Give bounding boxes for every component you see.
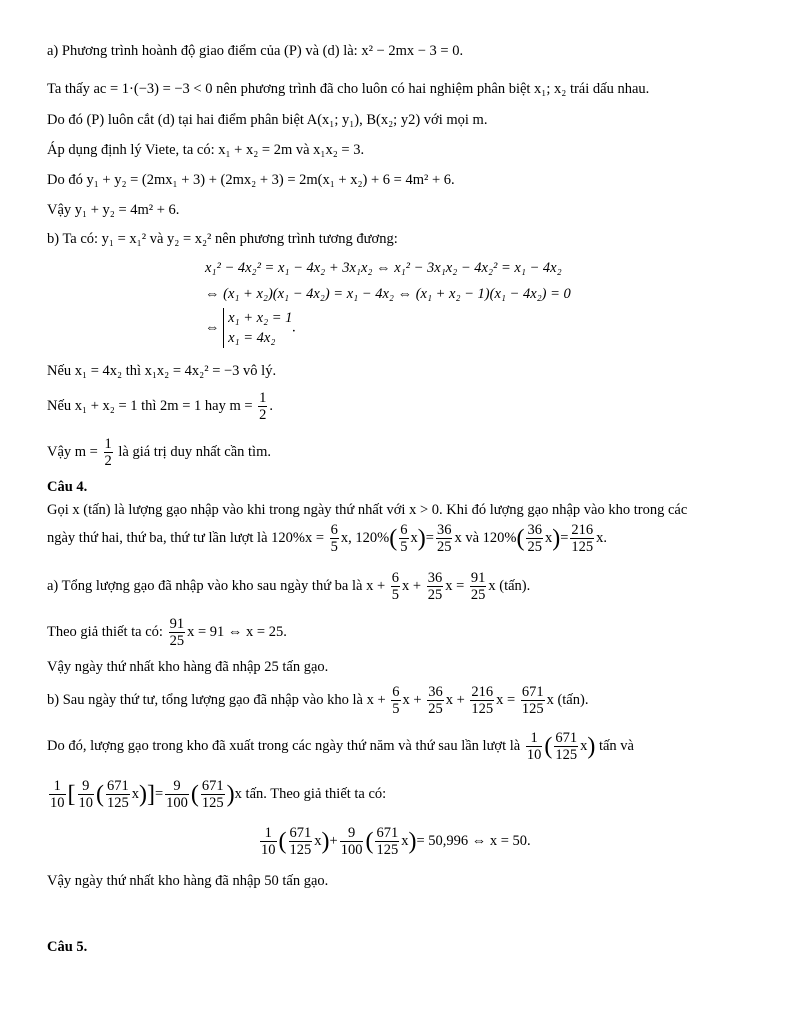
system-line-1: x₁ + x₂ = 1 [228, 310, 293, 326]
part-a-line-3: Do đó (P) luôn cắt (d) tại hai điểm phân biệt A(x₁; y₁), B(x₂; y2) với mọi m. [47, 112, 488, 128]
denominator: 10 [261, 842, 276, 858]
text: x = [496, 691, 516, 708]
fraction-6-5 [391, 684, 400, 717]
fraction-6-5 [391, 570, 400, 603]
numerator: 1 [104, 436, 112, 452]
denominator: 125 [471, 701, 494, 717]
denominator: 5 [392, 701, 400, 717]
numerator: 9 [340, 825, 364, 842]
denominator: 25 [428, 701, 443, 717]
denominator: 5 [391, 587, 400, 603]
numerator: 6 [400, 522, 408, 538]
fraction-36-25 [427, 570, 444, 603]
numerator: 1 [260, 825, 277, 842]
denominator: 25 [470, 587, 486, 603]
denominator: 125 [571, 539, 594, 555]
text: x và 120% [454, 529, 517, 546]
numerator: 1 [259, 390, 267, 406]
numerator: 671 [376, 825, 399, 841]
numerator: 671 [289, 825, 312, 841]
fraction-36-25 [526, 522, 543, 555]
numerator: 36 [427, 570, 443, 586]
fraction-9-10 [78, 778, 95, 811]
denominator: 125 [555, 747, 578, 763]
numerator: 9 [165, 778, 189, 795]
part-a-line-2: Ta thấy ac = 1·(−3) = −3 < 0 nên phương trình đã cho luôn có hai nghiệm phân biệt x₁; x₂ trái dấu nhau. [47, 81, 650, 97]
text: x [131, 785, 139, 802]
text: = [560, 529, 569, 546]
fraction-91-25 [169, 616, 186, 649]
question-4-conclusion-a: Vậy ngày thứ nhất kho hàng đã nhập 25 tấn gạo. [47, 659, 329, 675]
denominator: 125 [107, 795, 129, 811]
text: = [154, 785, 164, 802]
part-a-line-4: Áp dụng định lý Viete, ta có: x₁ + x₂ = 2m và x₁x₂ = 3. [47, 142, 365, 158]
fraction-671-125 [375, 825, 399, 858]
question-4-conclusion-b: Vậy ngày thứ nhất kho hàng đã nhập 50 tấn gạo. [47, 873, 329, 889]
denominator: 10 [526, 747, 542, 763]
part-a-line-1: a) Phương trình hoành độ giao điểm của (P) và (d) là: x² − 2mx − 3 = 0. [47, 43, 464, 59]
fraction-9-100 [340, 825, 364, 858]
fraction-9-100 [165, 778, 189, 811]
part-a-line-5: Do đó y₁ + y₂ = (2mx₁ + 3) + (2mx₂ + 3) = 2m(x₁ + x₂) + 6 = 4m² + 6. [47, 172, 455, 188]
equation-2: ⇔ (x₁ + x₂)(x₁ − 4x₂) = x₁ − 4x₂ ⇔ (x₁ + x₂ − 1)(x₁ − 4x₂) = 0 [205, 286, 571, 302]
equivalence-symbol: ⇔ [205, 319, 220, 336]
fraction-671-125 [289, 825, 313, 858]
numerator: 6 [391, 570, 400, 586]
question-4-part-b [47, 684, 588, 717]
question-4-line-1: Gọi x (tấn) là lượng gạo nhập vào khi trong ngày thứ nhất với x > 0. Khi đó lượng gạo nhập vào kho trong các [47, 502, 688, 518]
denominator: 2 [259, 407, 267, 423]
case-1-line: Nếu x₁ = 4x₂ thì x₁x₂ = 4x₂² = −3 vô lý. [47, 363, 277, 379]
question-4-hypothesis [47, 616, 287, 649]
denominator: 5 [330, 539, 338, 555]
denominator: 2 [104, 453, 112, 469]
denominator: 10 [50, 795, 65, 811]
question-4-heading: Câu 4. [47, 479, 88, 495]
equation-3 [205, 308, 296, 348]
numerator: 91 [470, 570, 486, 586]
numerator: 36 [428, 684, 443, 700]
fraction-1-10 [526, 730, 543, 763]
conclusion-suffix: là giá trị duy nhất cần tìm. [118, 443, 271, 460]
denominator: 10 [78, 795, 93, 811]
equation-final: $\frac{1}{10}$ ( $\frac{671}{125}$ x)+ $\frac{9}{100}$ ( $\frac{671}{125}$ x)= 50,996 ⇔ x = 50. [261, 825, 531, 858]
text: Do đó, lượng gạo trong kho đã xuất trong các ngày thứ năm và thứ sau lần lượt là [47, 737, 521, 754]
fraction-6-5 [330, 522, 339, 555]
denominator: 25 [169, 633, 185, 649]
denominator: 125 [201, 795, 224, 811]
numerator: 671 [201, 778, 224, 794]
conclusion-line [47, 436, 271, 469]
question-4-line-2: ngày thứ hai, thứ ba, thứ tư lần lượt là 120%x = $\frac{6}{5}$ x, 120%( $\frac{6}{5}$ x)= $\frac{36}{25}$ x và 120%( $\frac{36}{25}$ x)= $\frac{216}{125}$ x. [47, 522, 608, 555]
numerator: 6 [392, 684, 400, 700]
fraction-216-125 [570, 522, 594, 555]
fraction-one-half [104, 436, 113, 469]
equation-1: x₁² − 4x₂² = x₁ − 4x₂ + 3x₁x₂ ⇔ x₁² − 3x₁x₂ − 4x₂² = x₁ − 4x₂ [205, 260, 562, 276]
text: x [410, 529, 418, 546]
text: x. [596, 529, 608, 546]
numerator: 671 [107, 778, 129, 794]
fraction-1-10 [49, 778, 66, 811]
fraction-671-125 [106, 778, 130, 811]
numerator: 36 [527, 522, 542, 538]
numerator: 6 [330, 522, 338, 538]
denominator: 25 [427, 587, 443, 603]
text: x + [402, 691, 422, 708]
question-5-heading: Câu 5. [47, 939, 88, 955]
case-2-line [47, 390, 273, 423]
text: = [425, 529, 434, 546]
text: x [401, 832, 409, 849]
denominator: 25 [436, 539, 452, 555]
text: x, 120% [340, 529, 390, 546]
denominator: 125 [376, 842, 399, 858]
question-4-export-line-2: $\frac{1}{10}$ [ $\frac{9}{10}$ ( $\frac{671}{125}$ x)]= $\frac{9}{100}$ ( $\frac{671}{125}$ )x tấn. Theo giả thiết ta có: [50, 778, 387, 811]
denominator: 25 [527, 539, 542, 555]
fraction-36-25 [427, 684, 444, 717]
denominator: 100 [166, 795, 188, 811]
numerator: 9 [78, 778, 95, 795]
text: x + [445, 691, 465, 708]
numerator: 671 [521, 684, 544, 700]
part-a-line-6: Vậy y₁ + y₂ = 4m² + 6. [47, 202, 180, 218]
part-b-line-1: b) Ta có: y₁ = x₁² và y₂ = x₂² nên phương trình tương đương: [47, 231, 398, 247]
text: x [544, 529, 553, 546]
fraction-216-125 [470, 684, 494, 717]
denominator: 125 [289, 842, 312, 858]
text: x = [445, 577, 465, 594]
text: x [580, 737, 588, 754]
text: x (tấn). [488, 577, 531, 594]
question-4-part-a [47, 570, 530, 603]
period: . [269, 397, 274, 414]
fraction-1-10 [260, 825, 277, 858]
denominator: 5 [400, 539, 408, 555]
numerator: 36 [436, 522, 452, 538]
fraction-671-125 [201, 778, 225, 811]
text: b) Sau ngày thứ tư, tổng lượng gạo đã nhập vào kho là x + [47, 691, 386, 708]
text: = 50,996 ⇔ x = 50. [416, 832, 531, 849]
text: tấn và [598, 737, 634, 754]
numerator: 1 [526, 730, 543, 747]
text: x [314, 832, 322, 849]
text: a) Tổng lượng gạo đã nhập vào kho sau ngày thứ ba là x + [47, 577, 386, 594]
text: x (tấn). [546, 691, 589, 708]
text: + [329, 832, 338, 849]
text: ngày thứ hai, thứ ba, thứ tư lần lượt là 120%x = [47, 529, 325, 546]
conclusion-prefix: Vậy m = [47, 443, 98, 460]
fraction-6-5 [399, 522, 408, 555]
fraction-36-25 [436, 522, 453, 555]
denominator: 125 [521, 701, 544, 717]
text: x + [402, 577, 422, 594]
fraction-one-half [258, 390, 267, 423]
system-line-2: x₁ = 4x₂ [228, 330, 276, 346]
numerator: 216 [571, 522, 594, 538]
text: x = 91 ⇔ x = 25. [187, 623, 287, 640]
numerator: 91 [169, 616, 185, 632]
text: Theo giả thiết ta có: [47, 623, 163, 640]
question-4-export-line: Do đó, lượng gạo trong kho đã xuất trong các ngày thứ năm và thứ sau lần lượt là $\frac{1}{10}$ ( $\frac{671}{125}$ x) tấn và [47, 730, 634, 763]
numerator: 216 [471, 684, 494, 700]
numerator: 1 [49, 778, 66, 795]
fraction-671-125 [554, 730, 578, 763]
equation-system [223, 308, 292, 348]
fraction-671-125 [521, 684, 545, 717]
period: . [292, 319, 297, 336]
case-2-text: Nếu x₁ + x₂ = 1 thì 2m = 1 hay m = [47, 397, 253, 414]
fraction-91-25 [470, 570, 487, 603]
numerator: 671 [555, 730, 578, 746]
denominator: 100 [340, 842, 363, 858]
text: x tấn. Theo giả thiết ta có: [234, 785, 387, 802]
